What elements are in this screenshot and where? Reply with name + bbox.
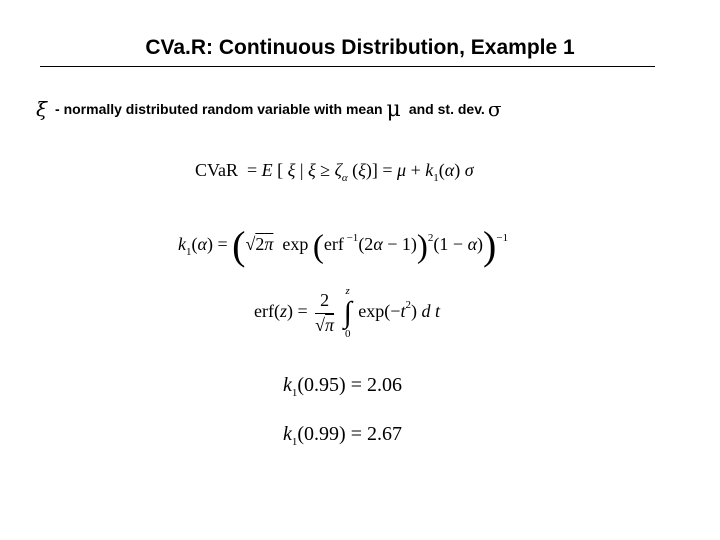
k1-result-095: $k_1(0.95) = 2.06$ (283, 374, 402, 399)
k1-result-099: $k_1(0.99) = 2.67$ (283, 423, 402, 448)
mu-symbol: μ (386, 97, 401, 122)
title-divider (40, 66, 655, 67)
erf-definition-equation: erf(z) = $\frac{2}{√\pi}$ z ∫ 0 $\exp(-t^2)$ d t (254, 285, 440, 340)
k1-result-095-value: (0.95) = 2.06 (297, 374, 402, 396)
k1-definition-equation: $k_1(\alpha) = (√2\pi$ exp (erf $^{-1}$(2α − 1))$^2$(1 − α))$^{-1}$ (178, 223, 509, 268)
k1-result-099-value: (0.99) = 2.67 (297, 423, 402, 445)
integral-symbol: z ∫ 0 (343, 285, 352, 340)
description-text-middle: and st. dev. (408, 101, 485, 117)
slide-title: CVa.R: Continuous Distribution, Example 1 (145, 36, 575, 59)
sigma-symbol: σ (487, 97, 502, 121)
description-line (36, 97, 501, 122)
xi-symbol: ξ (36, 97, 48, 121)
cvar-equation: CVaR = E [ ξ | $\xi \ge \zeta_\alpha$ $(\xi)] = \mu + k_1(\alpha)$ σ (195, 160, 474, 184)
erf-fraction: $\frac{2}{√\pi}$ (315, 290, 335, 335)
description-text-before: - normally distributed random variable with mean (55, 101, 383, 117)
